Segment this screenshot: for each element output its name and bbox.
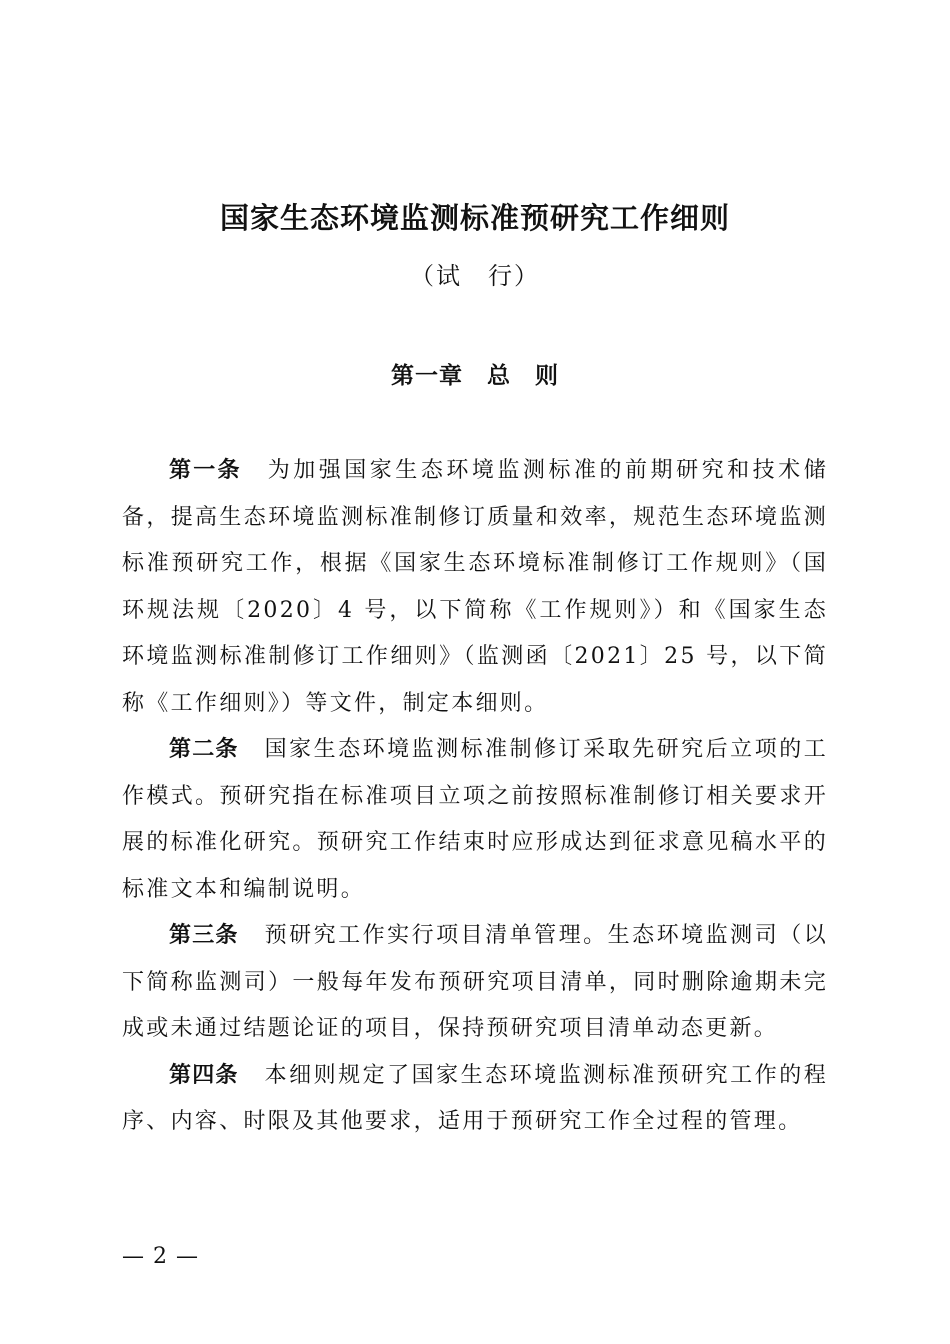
document-title: 国家生态环境监测标准预研究工作细则 — [219, 201, 730, 235]
article-text: 本细则规定了国家生态环境监测标准预研究工作的程序、内容、时限及其他要求，适用于预研究工作全过程的管理。 — [122, 1062, 828, 1134]
article-text: 预研究工作实行项目清单管理。生态环境监测司（以下简称监测司）一般每年发布预研究项目清单，同时删除逾期未完成或未通过结题论证的项目，保持预研究项目清单动态更新。 — [122, 923, 828, 1041]
page-number: — 2 — — [122, 1244, 199, 1269]
chapter-title: 第一章 总 则 — [391, 363, 559, 389]
article-number: 第四条 — [169, 1062, 239, 1088]
article-3 — [122, 913, 828, 1053]
article-2 — [122, 727, 828, 913]
article-number: 第二条 — [169, 737, 239, 762]
article-number: 第一条 — [169, 458, 242, 483]
article-text: 国家生态环境监测标准制修订采取先研究后立项的工作模式。预研究指在标准项目立项之前按照标准制修订相关要求开展的标准化研究。预研究工作结束时应形成达到征求意见稿水平的标准文本和编制说明。 — [122, 737, 828, 902]
article-text: 为加强国家生态环境监测标准的前期研究和技术储备，提高生态环境监测标准制修订质量和效率，规范生态环境监测标准预研究工作，根据《国家生态环境标准制修订工作规则》（国环规法规〔2020〕4 号，以下简称《工作规则》）和《国家生态环境监测标准制修订工作细则》（监测函〔2021〕25 号，以下简称《工作细则》）等文件，制定本细则。 — [122, 458, 828, 716]
article-1 — [122, 448, 828, 727]
article-number: 第三条 — [169, 923, 239, 948]
document-body — [122, 448, 828, 1146]
article-4 — [122, 1053, 828, 1146]
document-subtitle: （试 行） — [410, 262, 540, 290]
